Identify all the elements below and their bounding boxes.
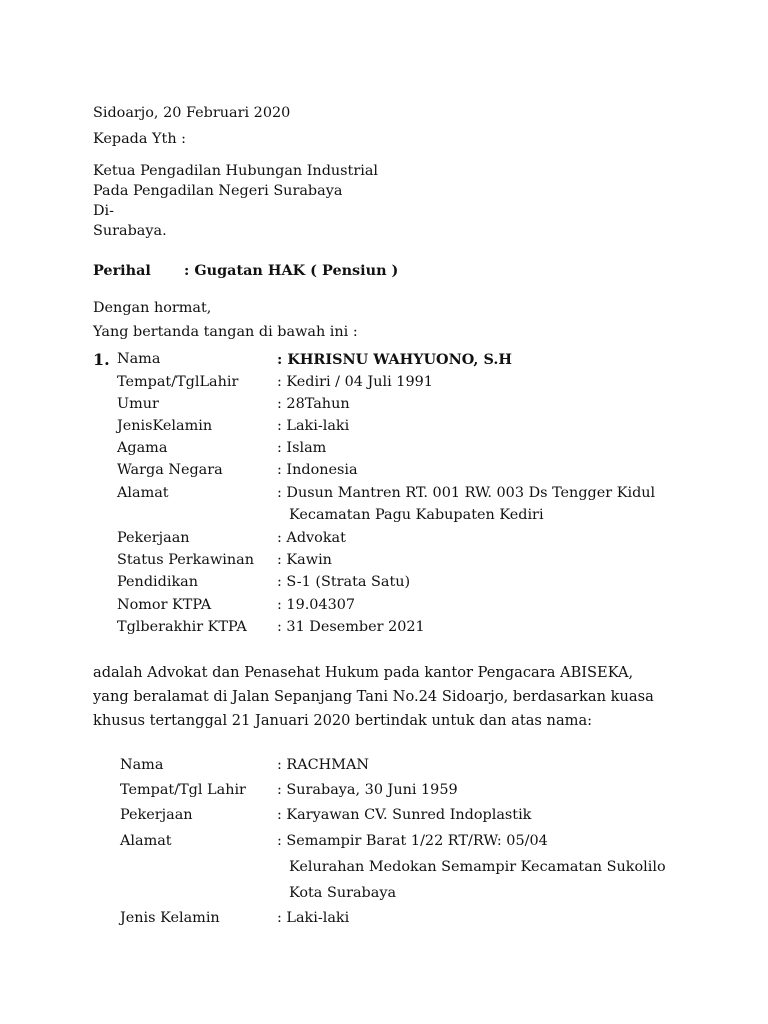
signer-label-jeniskelamin: JenisKelamin (117, 418, 213, 434)
signer-value-umur: : 28Tahun (277, 396, 350, 412)
signer-label-agama: Agama (117, 440, 168, 456)
signer-label-ttl: Tempat/TglLahir (117, 374, 239, 390)
place-date: Sidoarjo, 20 Februari 2020 (93, 105, 291, 121)
client-value-ttl: : Surabaya, 30 Juni 1959 (277, 782, 458, 798)
recipient-line-1: Ketua Pengadilan Hubungan Industrial (93, 163, 379, 179)
signer-value-alamat-cont: Kecamatan Pagu Kabupaten Kediri (289, 507, 544, 523)
client-label-alamat: Alamat (120, 833, 172, 849)
signer-value-alamat: : Dusun Mantren RT. 001 RW. 003 Ds Tengger Kidul (277, 485, 656, 501)
signer-value-pendidikan: : S-1 (Strata Satu) (277, 574, 411, 590)
kepada-yth: Kepada Yth : (93, 131, 187, 147)
signer-value-status: : Kawin (277, 552, 332, 568)
signer-label-warga: Warga Negara (117, 462, 223, 478)
client-label-jeniskelamin: Jenis Kelamin (120, 910, 220, 926)
recipient-line-3: Di- (93, 203, 115, 219)
signer-value-jeniskelamin: : Laki-laki (277, 418, 350, 434)
perihal-label: Perihal (93, 262, 151, 279)
client-label-pekerjaan: Pekerjaan (120, 807, 193, 823)
client-label-nama: Nama (120, 757, 164, 773)
client-value-pekerjaan: : Karyawan CV. Sunred Indoplastik (277, 807, 532, 823)
signer-value-tglberakhir: : 31 Desember 2021 (277, 619, 425, 635)
recipient-line-4: Surabaya. (93, 223, 167, 239)
signer-label-tglberakhir: Tglberakhir KTPA (117, 619, 247, 635)
greeting: Dengan hormat, (93, 300, 212, 316)
signer-label-alamat: Alamat (117, 485, 169, 501)
client-value-alamat-cont2: Kota Surabaya (289, 885, 397, 901)
body-line-3: khusus tertanggal 21 Januari 2020 bertindak untuk dan atas nama: (93, 712, 593, 729)
signer-value-warga: : Indonesia (277, 462, 358, 478)
signer-label-status: Status Perkawinan (117, 552, 254, 568)
signer-label-pendidikan: Pendidikan (117, 574, 199, 590)
client-value-alamat: : Semampir Barat 1/22 RT/RW: 05/04 (277, 833, 548, 849)
body-line-2: yang beralamat di Jalan Sepanjang Tani No.24 Sidoarjo, berdasarkan kuasa (93, 688, 654, 705)
intro-text: Yang bertanda tangan di bawah ini : (93, 324, 358, 340)
signer-value-ttl: : Kediri / 04 Juli 1991 (277, 374, 433, 390)
client-value-alamat-cont: Kelurahan Medokan Semampir Kecamatan Sukolilo (289, 859, 666, 875)
signer-value-nama: : KHRISNU WAHYUONO, S.H (277, 351, 512, 368)
signer-label-umur: Umur (117, 396, 159, 412)
signer-value-pekerjaan: : Advokat (277, 530, 346, 546)
signer-label-pekerjaan: Pekerjaan (117, 530, 190, 546)
client-value-nama: : RACHMAN (277, 757, 369, 773)
signer-label-nama: Nama (117, 351, 161, 367)
client-label-ttl: Tempat/Tgl Lahir (120, 782, 246, 798)
list-number: 1. (93, 350, 110, 369)
body-line-1: adalah Advokat dan Penasehat Hukum pada kantor Pengacara ABISEKA, (93, 664, 634, 681)
perihal-value: : Gugatan HAK ( Pensiun ) (184, 262, 399, 279)
client-value-jeniskelamin: : Laki-laki (277, 910, 350, 926)
signer-value-agama: : Islam (277, 440, 327, 456)
body-paragraph (93, 661, 678, 733)
recipient-line-2: Pada Pengadilan Negeri Surabaya (93, 183, 343, 199)
signer-label-ktpa: Nomor KTPA (117, 597, 212, 613)
signer-value-ktpa: : 19.04307 (277, 597, 356, 613)
